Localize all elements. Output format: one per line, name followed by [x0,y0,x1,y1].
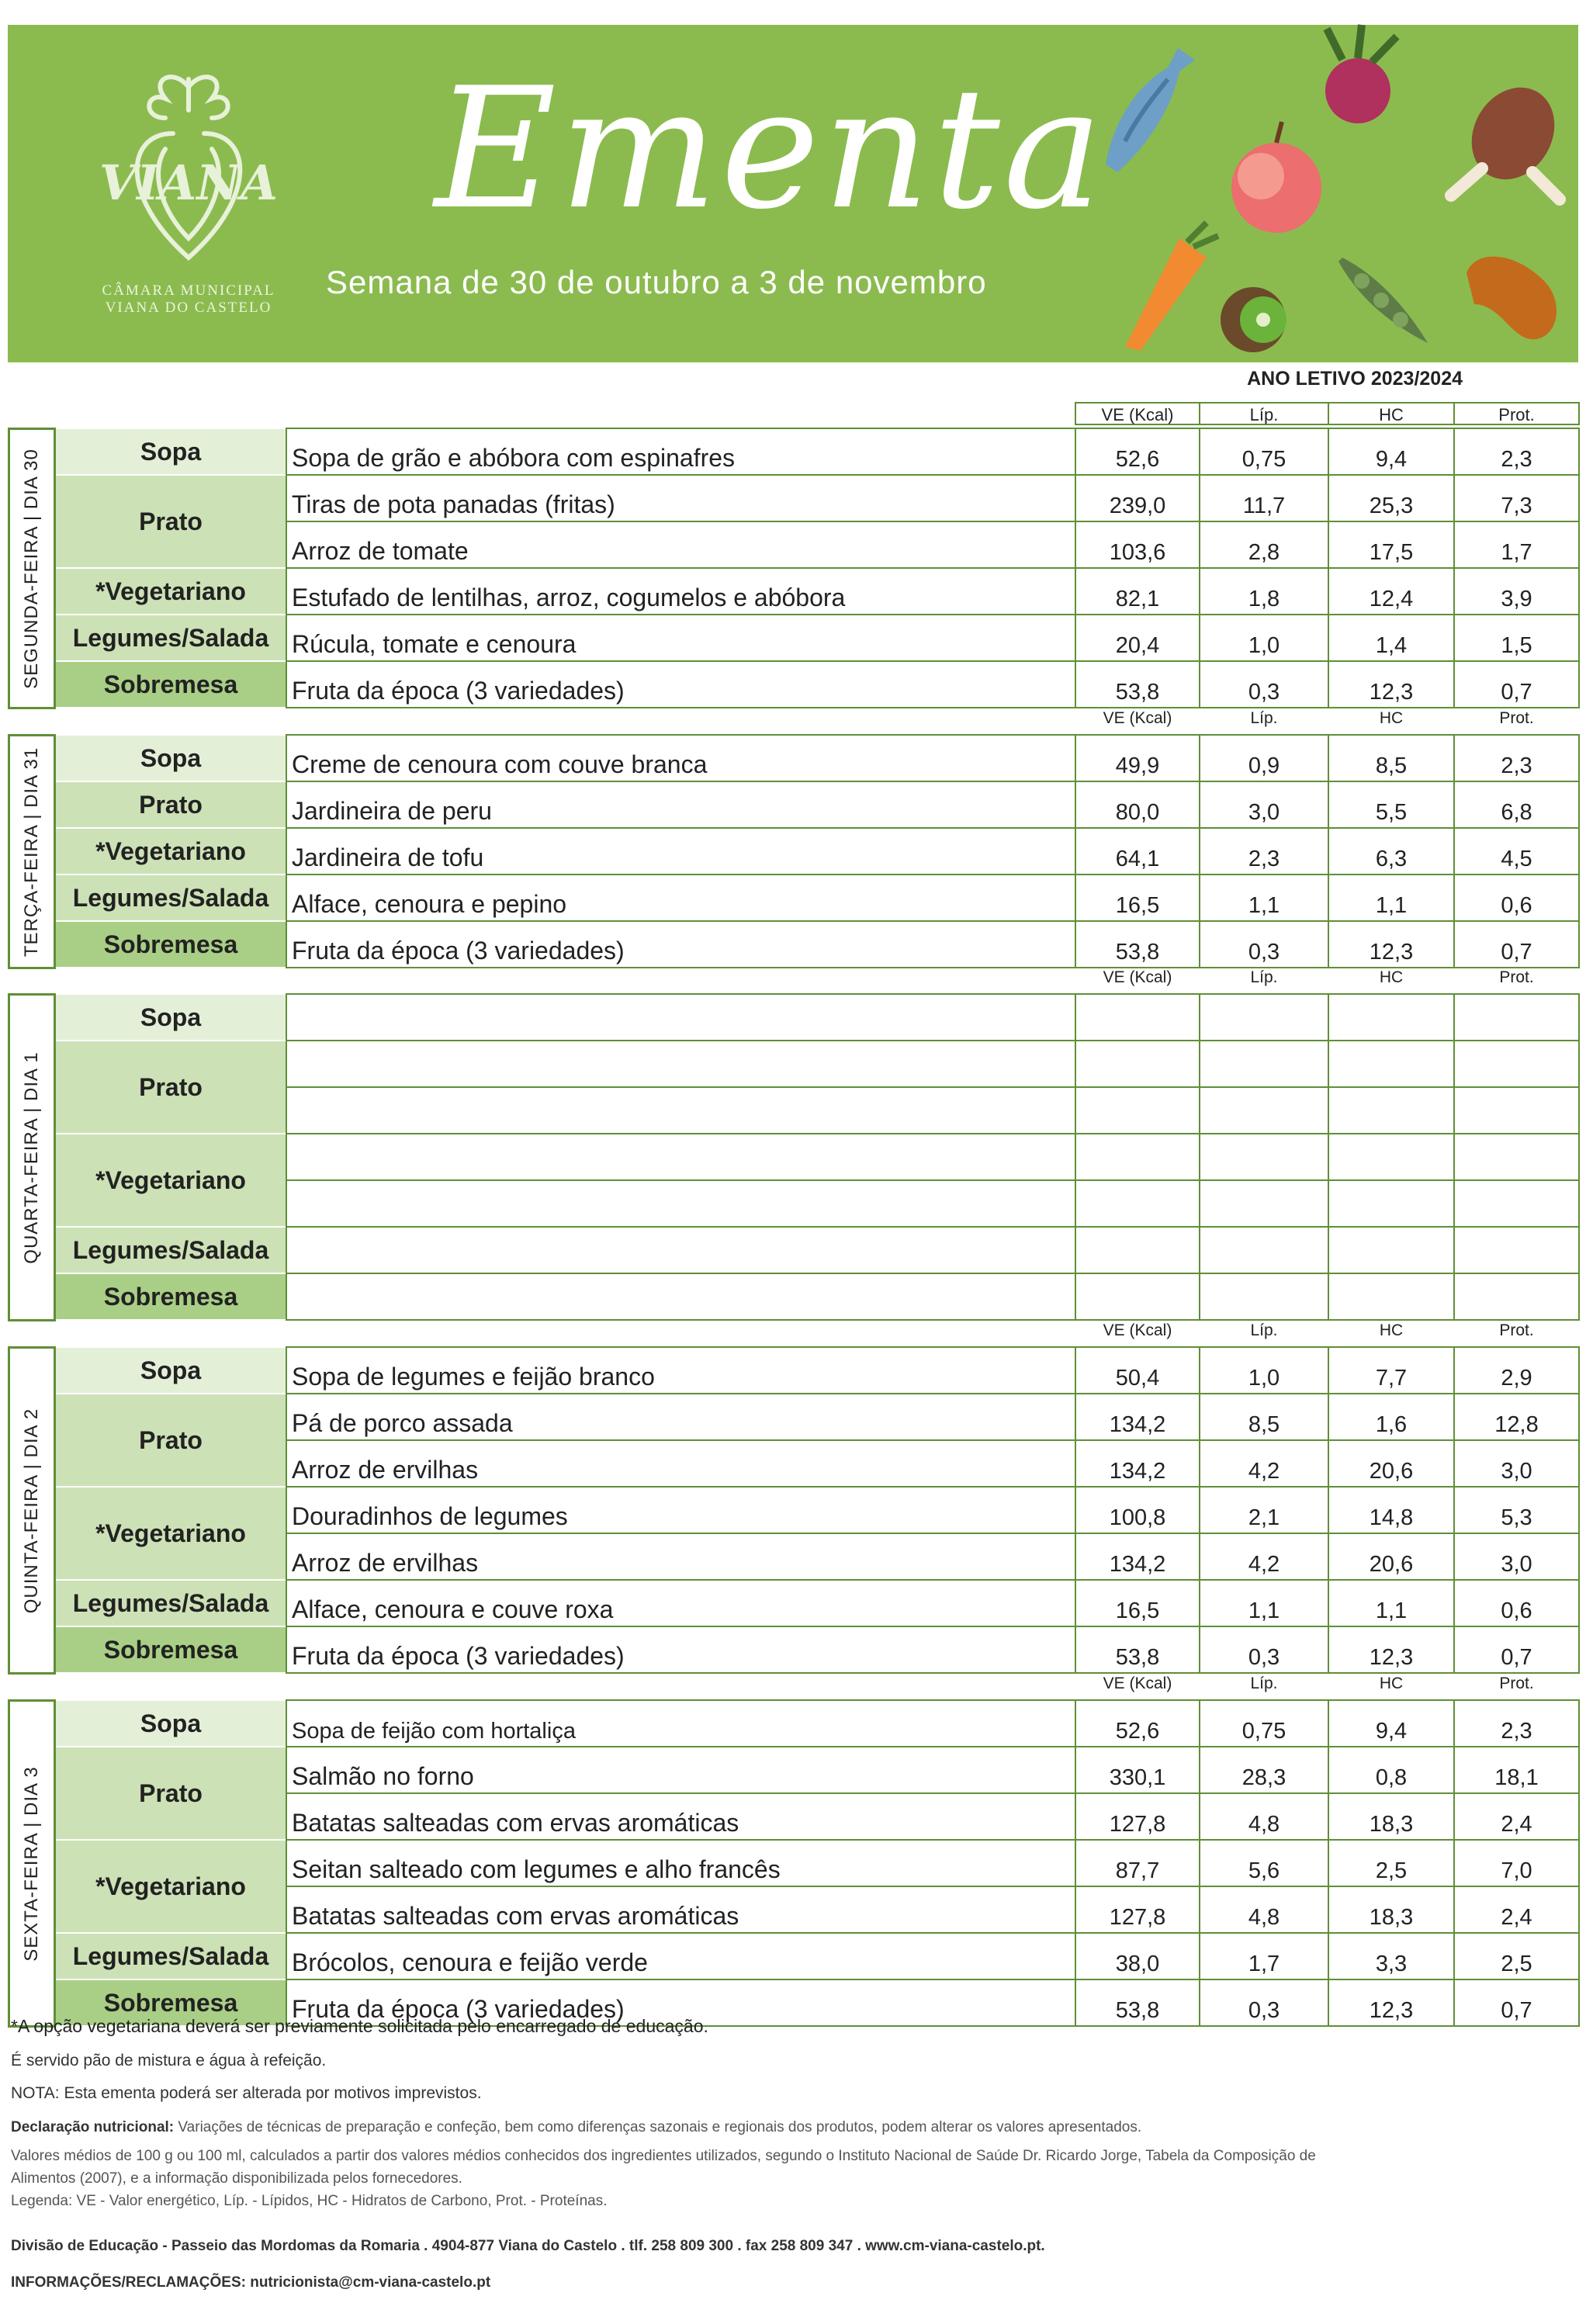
value-lip: 4,8 [1199,1886,1329,1934]
category-4: Sobremesa [56,660,286,708]
value-lip [1199,1179,1329,1228]
value-ve [1075,1040,1200,1088]
value-prot [1453,1273,1580,1321]
dish-cell: Creme de cenoura com couve branca [286,734,1076,782]
value-prot: 2,4 [1453,1886,1580,1934]
category-3: Legumes/Salada [56,1226,286,1274]
value-hc: 7,7 [1328,1346,1455,1394]
value-prot: 3,0 [1453,1533,1580,1581]
value-hc: 1,6 [1328,1393,1455,1441]
value-prot: 2,3 [1453,1699,1580,1747]
value-hc: 18,3 [1328,1886,1455,1934]
value-prot: 1,5 [1453,614,1580,662]
value-lip: 0,3 [1199,1626,1329,1674]
value-hc: 1,1 [1328,1579,1455,1627]
dish-cell [286,993,1076,1041]
value-prot: 12,8 [1453,1393,1580,1441]
value-lip: 0,75 [1199,1699,1329,1747]
dish-cell: Fruta da época (3 variedades) [286,1979,1076,2027]
value-ve: 50,4 [1075,1346,1200,1394]
value-lip [1199,993,1329,1041]
dish-cell: Sopa de grão e abóbora com espinafres [286,428,1076,476]
value-ve: 53,8 [1075,1626,1200,1674]
dish-cell [286,1133,1076,1181]
dish-cell: Pá de porco assada [286,1393,1076,1441]
value-ve: 16,5 [1075,874,1200,922]
value-hc: 17,5 [1328,521,1455,569]
category-2: *Vegetariano [56,1486,286,1581]
category-0: Sopa [56,1346,286,1394]
value-ve: 134,2 [1075,1439,1200,1488]
value-lip: 1,8 [1199,567,1329,615]
category-3: Legumes/Salada [56,1932,286,1980]
value-ve [1075,993,1200,1041]
column-header-prot: Prot. [1453,1675,1580,1695]
value-prot: 2,4 [1453,1792,1580,1841]
value-lip: 0,9 [1199,734,1329,782]
school-year: ANO LETIVO 2023/2024 [1247,368,1463,390]
value-hc: 14,8 [1328,1486,1455,1534]
column-header-prot: Prot. [1453,709,1580,729]
value-prot: 6,8 [1453,781,1580,829]
nutrition-declaration [11,2116,1570,2139]
dish-cell: Batatas salteadas com ervas aromáticas [286,1886,1076,1934]
category-3: Legumes/Salada [56,874,286,922]
value-ve: 53,8 [1075,1979,1200,2027]
column-header-prot: Prot. [1453,968,1580,989]
value-hc: 20,6 [1328,1439,1455,1488]
column-header-lip: Líp. [1199,402,1329,425]
alteration-note: NOTA: Esta ementa poderá ser alterada por motivos imprevistos. [11,2084,482,2102]
value-prot: 0,6 [1453,874,1580,922]
category-3: Legumes/Salada [56,614,286,662]
value-ve [1075,1086,1200,1134]
value-lip: 2,3 [1199,827,1329,875]
value-ve: 53,8 [1075,660,1200,708]
value-hc: 9,4 [1328,1699,1455,1747]
value-ve: 52,6 [1075,428,1200,476]
value-prot [1453,1040,1580,1088]
column-header-ve: VE (Kcal) [1075,1321,1200,1342]
value-hc: 6,3 [1328,827,1455,875]
division-contact: Divisão de Educação - Passeio das Mordomas da Romaria . 4904-877 Viana do Castelo . tlf. 258 809 300 . fax 258 809 347 . www.cm-viana-castelo.pt. [11,2238,1045,2254]
dish-cell [286,1273,1076,1321]
value-ve [1075,1179,1200,1228]
pea-pod-icon [1338,258,1428,343]
value-lip: 4,8 [1199,1792,1329,1841]
dish-cell: Salmão no forno [286,1746,1076,1794]
column-header-lip: Líp. [1199,1675,1329,1695]
value-hc: 12,3 [1328,660,1455,708]
value-prot: 7,3 [1453,474,1580,522]
value-lip: 1,1 [1199,874,1329,922]
value-ve: 239,0 [1075,474,1200,522]
value-ve: 20,4 [1075,614,1200,662]
sausage-icon [1467,257,1557,340]
value-prot [1453,1133,1580,1181]
value-hc: 25,3 [1328,474,1455,522]
value-prot: 0,7 [1453,1626,1580,1674]
value-hc [1328,1040,1455,1088]
value-ve: 134,2 [1075,1393,1200,1441]
declaration-text: Variações de técnicas de preparação e confeção, bem como diferenças sazonais e regionais dos produtos, podem alterar os valores apresentados. [178,2119,1142,2135]
value-prot: 2,9 [1453,1346,1580,1394]
value-prot: 0,6 [1453,1579,1580,1627]
value-hc: 3,3 [1328,1932,1455,1980]
column-header-lip: Líp. [1199,968,1329,989]
dish-cell: Arroz de ervilhas [286,1439,1076,1488]
column-header-ve: VE (Kcal) [1075,1675,1200,1695]
value-prot: 4,5 [1453,827,1580,875]
category-2: *Vegetariano [56,1133,286,1228]
column-header-hc: HC [1328,709,1455,729]
value-hc: 1,1 [1328,874,1455,922]
bread-note: É servido pão de mistura e água à refeição. [11,2052,327,2069]
value-ve: 53,8 [1075,920,1200,968]
category-0: Sopa [56,428,286,476]
value-prot [1453,1226,1580,1274]
dish-cell: Fruta da época (3 variedades) [286,660,1076,708]
dish-cell: Brócolos, cenoura e feijão verde [286,1932,1076,1980]
category-1: Prato [56,1746,286,1841]
category-1: Prato [56,1040,286,1134]
carrot-icon [1125,223,1218,351]
day-label: SEXTA-FEIRA | DIA 3 [21,1765,42,1962]
value-lip: 4,2 [1199,1439,1329,1488]
dish-cell: Sopa de feijão com hortaliça [286,1699,1076,1747]
value-lip: 4,2 [1199,1533,1329,1581]
day-label-box [8,993,56,1321]
dish-cell: Estufado de lentilhas, arroz, cogumelos e abóbora [286,567,1076,615]
vegetarian-note: *A opção vegetariana deverá ser previamente solicitada pelo encarregado de educação. [11,2016,708,2036]
value-prot: 2,3 [1453,428,1580,476]
column-header-ve: VE (Kcal) [1075,402,1200,425]
dish-cell: Sopa de legumes e feijão branco [286,1346,1076,1394]
category-4: Sobremesa [56,1979,286,2027]
column-header-hc: HC [1328,1321,1455,1342]
column-header-lip: Líp. [1199,709,1329,729]
value-ve: 38,0 [1075,1932,1200,1980]
value-ve [1075,1273,1200,1321]
dish-cell: Fruta da época (3 variedades) [286,920,1076,968]
value-hc: 5,5 [1328,781,1455,829]
value-hc [1328,1179,1455,1228]
day-label: SEGUNDA-FEIRA | DIA 30 [21,448,42,689]
value-ve: 16,5 [1075,1579,1200,1627]
column-header-hc: HC [1328,968,1455,989]
value-hc: 0,8 [1328,1746,1455,1794]
values-note [11,2145,1570,2212]
category-2: *Vegetariano [56,567,286,615]
municipal-logo [99,64,278,320]
value-hc: 12,3 [1328,920,1455,968]
value-hc: 12,4 [1328,567,1455,615]
value-lip: 1,7 [1199,1932,1329,1980]
value-prot [1453,1179,1580,1228]
dish-cell [286,1179,1076,1228]
value-ve: 80,0 [1075,781,1200,829]
value-ve: 103,6 [1075,521,1200,569]
value-lip [1199,1086,1329,1134]
value-prot [1453,993,1580,1041]
drumstick-icon [1451,72,1570,199]
day-label-box [8,1346,56,1675]
value-ve: 64,1 [1075,827,1200,875]
value-lip: 2,8 [1199,521,1329,569]
column-header-hc: HC [1328,402,1455,425]
value-hc: 9,4 [1328,428,1455,476]
logo-line-1: CÂMARA MUNICIPAL [102,282,275,299]
value-prot: 3,0 [1453,1439,1580,1488]
value-ve [1075,1133,1200,1181]
value-ve: 49,9 [1075,734,1200,782]
value-hc: 8,5 [1328,734,1455,782]
dish-cell [286,1040,1076,1088]
value-hc: 12,3 [1328,1626,1455,1674]
value-lip: 0,3 [1199,1979,1329,2027]
day-label-box [8,428,56,709]
value-lip: 0,75 [1199,428,1329,476]
day-label-box [8,1699,56,2028]
value-hc: 12,3 [1328,1979,1455,2027]
day-label: QUINTA-FEIRA | DIA 2 [21,1408,42,1613]
value-ve: 127,8 [1075,1886,1200,1934]
beet-icon [1325,25,1397,123]
column-header-prot: Prot. [1453,402,1580,425]
dish-cell: Arroz de tomate [286,521,1076,569]
value-prot: 18,1 [1453,1746,1580,1794]
value-hc [1328,1133,1455,1181]
category-2: *Vegetariano [56,827,286,875]
value-prot: 0,7 [1453,660,1580,708]
column-header-lip: Líp. [1199,1321,1329,1342]
category-3: Legumes/Salada [56,1579,286,1627]
value-lip: 1,0 [1199,1346,1329,1394]
info-contact: INFORMAÇÕES/RECLAMAÇÕES: nutricionista@cm-viana-castelo.pt [11,2274,491,2291]
category-4: Sobremesa [56,1273,286,1321]
category-1: Prato [56,781,286,829]
value-lip [1199,1040,1329,1088]
value-prot: 0,7 [1453,1979,1580,2027]
value-ve: 87,7 [1075,1839,1200,1887]
value-lip: 8,5 [1199,1393,1329,1441]
category-0: Sopa [56,993,286,1041]
dish-cell: Arroz de ervilhas [286,1533,1076,1581]
values-line-2: Alimentos (2007), e a informação disponibilizada pelos fornecedores. [11,2170,462,2187]
value-prot [1453,1086,1580,1134]
value-hc: 18,3 [1328,1792,1455,1841]
dish-cell: Batatas salteadas com ervas aromáticas [286,1792,1076,1841]
fish-icon [1106,48,1195,172]
value-hc: 20,6 [1328,1533,1455,1581]
value-lip: 3,0 [1199,781,1329,829]
value-lip: 0,3 [1199,920,1329,968]
value-lip: 5,6 [1199,1839,1329,1887]
value-ve: 330,1 [1075,1746,1200,1794]
heart-crest-icon [99,64,278,273]
dish-cell: Jardineira de peru [286,781,1076,829]
column-header-hc: HC [1328,1675,1455,1695]
value-prot: 1,7 [1453,521,1580,569]
value-ve: 134,2 [1075,1533,1200,1581]
dish-cell: Alface, cenoura e pepino [286,874,1076,922]
dish-cell: Fruta da época (3 variedades) [286,1626,1076,1674]
dish-cell: Tiras de pota panadas (fritas) [286,474,1076,522]
logo-line-2: VIANA DO CASTELO [105,300,272,316]
value-prot: 7,0 [1453,1839,1580,1887]
value-prot: 5,3 [1453,1486,1580,1534]
value-hc: 2,5 [1328,1839,1455,1887]
category-1: Prato [56,1393,286,1488]
value-ve: 100,8 [1075,1486,1200,1534]
declaration-label: Declaração nutricional: [11,2119,175,2135]
day-label-box [8,734,56,969]
value-lip: 2,1 [1199,1486,1329,1534]
value-lip: 1,1 [1199,1579,1329,1627]
value-hc [1328,993,1455,1041]
value-prot: 3,9 [1453,567,1580,615]
column-header-prot: Prot. [1453,1321,1580,1342]
value-lip [1199,1226,1329,1274]
value-lip [1199,1273,1329,1321]
value-ve: 82,1 [1075,567,1200,615]
value-ve [1075,1226,1200,1274]
value-hc: 1,4 [1328,614,1455,662]
svg-text:VIANA: VIANA [99,154,278,211]
dish-cell [286,1086,1076,1134]
category-2: *Vegetariano [56,1839,286,1934]
value-lip: 0,3 [1199,660,1329,708]
value-lip: 11,7 [1199,474,1329,522]
category-4: Sobremesa [56,1626,286,1674]
category-0: Sopa [56,1699,286,1747]
category-1: Prato [56,474,286,569]
day-label: TERÇA-FEIRA | DIA 31 [21,746,42,957]
food-illustrations [1079,25,1575,362]
value-prot: 2,5 [1453,1932,1580,1980]
value-hc [1328,1086,1455,1134]
value-ve: 127,8 [1075,1792,1200,1841]
column-header-ve: VE (Kcal) [1075,968,1200,989]
kiwi-icon [1221,287,1286,352]
values-line-1: Valores médios de 100 g ou 100 ml, calculados a partir dos valores médios conhecidos dos ingredientes utilizados, segundo o Instituto Nacional de Saúde Dr. Ricardo Jorge, Tabela da Composição de [11,2148,1316,2164]
value-ve: 52,6 [1075,1699,1200,1747]
column-header-ve: VE (Kcal) [1075,709,1200,729]
category-4: Sobremesa [56,920,286,968]
value-hc [1328,1226,1455,1274]
category-0: Sopa [56,734,286,782]
value-lip: 28,3 [1199,1746,1329,1794]
header-banner [8,25,1578,362]
dish-cell [286,1226,1076,1274]
dish-cell: Alface, cenoura e couve roxa [286,1579,1076,1627]
apple-icon [1231,122,1321,233]
value-prot: 0,7 [1453,920,1580,968]
dish-cell: Douradinhos de legumes [286,1486,1076,1534]
week-subtitle: Semana de 30 de outubro a 3 de novembro [326,264,987,300]
value-lip: 1,0 [1199,614,1329,662]
page-title: Ementa [435,51,1106,246]
dish-cell: Seitan salteado com legumes e alho francês [286,1839,1076,1887]
dish-cell: Jardineira de tofu [286,827,1076,875]
day-label: QUARTA-FEIRA | DIA 1 [21,1051,42,1264]
value-hc [1328,1273,1455,1321]
dish-cell: Rúcula, tomate e cenoura [286,614,1076,662]
value-prot: 2,3 [1453,734,1580,782]
legend-line: Legenda: VE - Valor energético, Líp. - Lípidos, HC - Hidratos de Carbono, Prot. - Proteínas. [11,2193,608,2209]
value-lip [1199,1133,1329,1181]
